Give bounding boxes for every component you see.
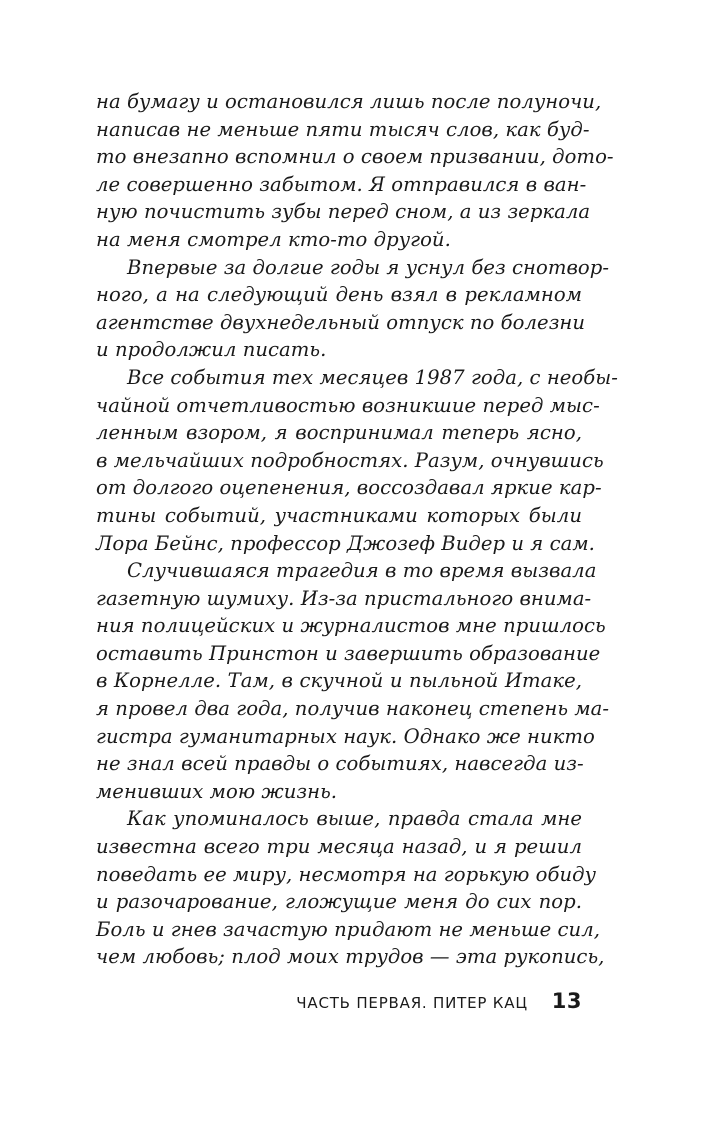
text-line: Как упоминалось выше, правда стала мне [127,807,582,831]
text-line: на меня смотрел кто-то другой. [96,227,451,251]
text-line: я провел два года, получив наконец степень ма- [96,697,610,721]
text-line: то внезапно вспомнил о своем призвании, дото- [96,145,614,169]
text-line: ного, а на следующий день взял в рекламном [96,283,582,307]
text-line: Все события тех месяцев 1987 года, с необы- [127,365,618,389]
text-line: газетную шумиху. Из-за пристального внима- [96,586,592,610]
text-line: Впервые за долгие годы я уснул без снотвор- [127,255,610,279]
page-number: 13 [551,989,582,1013]
text-line: ленным взором, я воспринимал теперь ясно, [96,421,582,445]
text-line: поведать ее миру, несмотря на горькую обиду [96,862,597,886]
page-footer [96,989,582,1019]
text-line: ную почистить зубы перед сном, а из зеркала [96,200,591,224]
text-line: ния полицейских и журналистов мне пришлось [96,614,606,638]
text-line: и продолжил писать. [96,338,327,362]
text-line: Лора Бейнс, профессор Джозеф Видер и я сам. [96,531,595,555]
text-line: Случившаяся трагедия в то время вызвала [127,559,597,583]
text-line: известна всего три месяца назад, и я решил [96,835,582,859]
text-line: ле совершенно забытом. Я отправился в ван- [96,172,587,196]
text-line: агентстве двухнедельный отпуск по болезни [96,310,586,334]
text-line: гистра гуманитарных наук. Однако же никто [96,724,595,748]
text-line: в мельчайших подробностях. Разум, очнувшись [96,448,604,472]
body-text [96,88,618,971]
running-head: ЧАСТЬ ПЕРВАЯ. ПИТЕР КАЦ [296,994,528,1012]
text-line: в Корнелле. Там, в скучной и пыльной Итаке, [96,669,582,693]
text-line: и разочарование, гложущие меня до сих пор. [96,890,582,914]
text-line: чайной отчетливостью возникшие перед мыс- [96,393,600,417]
text-line: от долгого оцепенения, воссоздавал яркие кар- [96,476,602,500]
text-line: чем любовь; плод моих трудов — эта рукопись, [96,945,605,969]
text-line: написав не меньше пяти тысяч слов, как буд- [96,117,590,141]
text-line: Боль и гнев зачастую придают не меньше сил, [96,917,601,941]
text-line: тины событий, участниками которых были [96,503,582,527]
text-line: оставить Принстон и завершить образование [96,641,601,665]
text-line: не знал всей правды о событиях, навсегда из- [96,752,584,776]
text-line: на бумагу и остановился лишь после полуночи, [96,90,602,113]
text-line: менивших мою жизнь. [96,779,338,803]
